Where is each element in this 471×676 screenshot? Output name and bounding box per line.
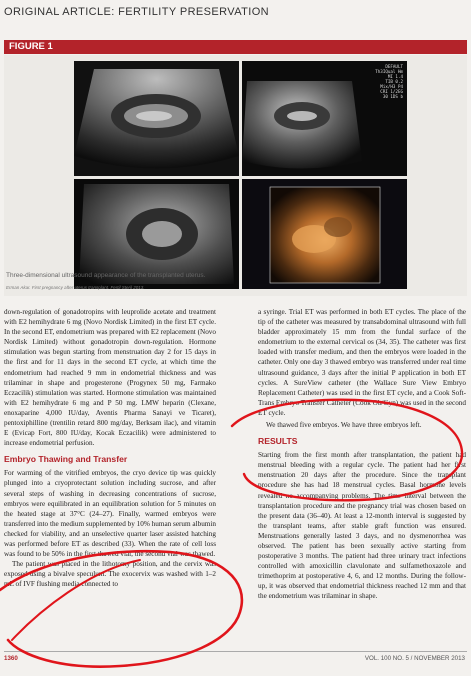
figure-panel	[4, 55, 467, 296]
paragraph: Starting from the first month after transplantation, the patient had menstrual bleeding with a regular cycle. The patient had her first menstruation 20 days after the procedure. Since the transplant procedure she has had 18 menstrual cycles. Basal hormone levels revealed no accompanying problems. The time interval between the transplantation procedure and the pregnancy trial was chosen based on the present data (36–40). At least a 12-month interval is suggested by the transplant teams, after stable graft function was ensured. Menstruations generally lasted 3 days, and no dysmenorrhea was observed. The patient has been sexually active starting from postoperative 3 months. The patient had three urinary tract infections controlled with amoxicillin clavulonate and sulfamethoxazole and trimethoprim at postoperative 4, 6, and 12 months. During the follow-up, it was observed that endometrial thickness reached 12 mm and that the endometrium was trilaminar in shape.	[258, 451, 466, 601]
ultrasound-panel-sagittal	[74, 61, 239, 176]
paragraph: The patient was placed in the lithotomy position, and the cervix was exposed using a bivalve speculum. The exocervix was washed with 1–2 mL of IVF flushing media connected to	[4, 560, 216, 589]
section-heading-embryo-thawing: Embryo Thawing and Transfer	[4, 454, 128, 465]
section-heading-results: RESULTS	[258, 436, 298, 447]
left-column	[4, 307, 216, 589]
footer-rule	[4, 651, 467, 652]
paragraph: a syringe. Trial ET was performed in both ET cycles. The place of the tip of the catheter was measured by transabdominal ultrasound with full bladder approximately 15 mm from the fundal surface of the endometrium to the external cervical os (34, 35). The catheter was first loaded with transfer medium, and then the embryos were loaded in the catheter. Only one day 3 thawed embryo was transferred under real time ultrasound guidance, 3 days after the initial P application in both ET cycles. A SureView catheter (the Wallace Sure View Embryo Replacement Catheter) was used in the first ET cycle, and a Cook Soft-Trans Embryo Transfer Catheter (Cook Ob/Gyn) was used in the second ET cycle.	[258, 308, 466, 417]
page-number: 1360	[4, 655, 18, 662]
right-column	[258, 307, 466, 602]
figure-label: FIGURE 1	[4, 40, 467, 54]
paragraph-embryo-count: We thawed five embryos. We have three embryos left.	[266, 421, 422, 430]
ultrasound-panel-3d-render	[242, 179, 407, 289]
figure-credit: Erman Akar. First pregnancy after uterus transplant. Fertil Steril 2013.	[6, 285, 145, 290]
paragraph: down-regulation of gonadotropins with leuprolide acetate and treatment with E2 hemihydrate 6 mg (Novo Nordisk Limited) in the first ET cycle. In the second ET, endometrium was prepared with E2 replacement (Novo Nordisk Limited) without gonadotropin down-regulation. Hormone stimulation was begun starting from menstruation day 2 for 15 days in the first and for 11 days in the second ET cycle, at which time the endometrium had reached 9 mm in endometrial thickness and was trilaminar in shape and progesterone (Progynex 50 mg, Farmako Eczacilik) stimulation was started. Hormone stimulation was maintained with E2 hemihydrate 6 mg and P 50 mg. LMW heparin (Clexane, enoxaparine 4,000 IU/day, Aventis Pharma Sanayi ve Ticaret), pentoxiphilline (trentilin retard 800 mg/day, Berksam ilac), and vitamin E (Evicap Fort, 800 IU/day, Kocak Eczacilik) were administered to increase endometrial perfusion.	[4, 308, 216, 448]
figure-caption: Three-dimensional ultrasound appearance of the transplanted uterus.	[6, 272, 206, 279]
ultrasound-settings-readout: DEFAULT Th3IQual Hm MI 1.4 TIB 0.2 Mix/H3 P4 CRI 1/2EG 30 1DS b	[375, 64, 403, 99]
ultrasound-panel-coronal	[242, 61, 407, 176]
running-header: ORIGINAL ARTICLE: FERTILITY PRESERVATION	[4, 6, 269, 18]
journal-citation: VOL. 100 NO. 5 / NOVEMBER 2013	[364, 655, 465, 662]
paragraph: For warming of the vitrified embryos, the cryo device tip was quickly plunged into a cryoprotectant solution including sucrose, and after several steps of washing in decreasing concentrations of sucrose, embryos were equilibrated in an equilibration solution for 5 minutes on the heated stage at 37°C (24–27). Finally, warmed embryos were transferred into the medium supplemented by 10% human serum albumin checked for viability, and an unselective quarter laser assisted hatching was performed before ET as described (33). When the rate of cell loss was found to be 50% in the first thawed vial, the second vial was thawed.	[4, 469, 216, 559]
